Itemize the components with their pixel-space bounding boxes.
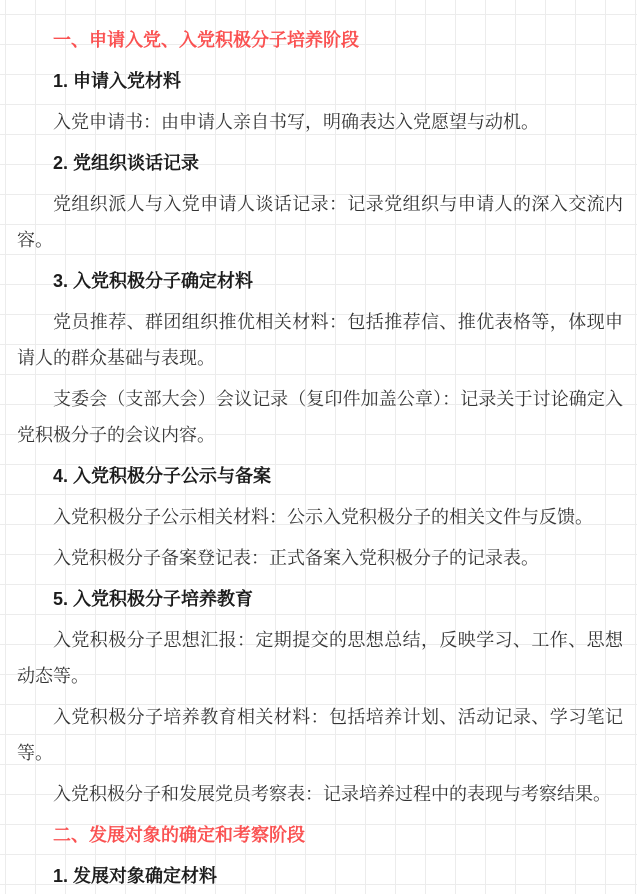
paragraph-thought-report: 入党积极分子思想汇报：定期提交的思想总结，反映学习、工作、思想动态等。 — [17, 630, 623, 686]
paragraph-meeting-minutes: 支委会（支部大会）会议记录（复印件加盖公章）：记录关于讨论确定入党积极分子的会议内容。 — [17, 389, 623, 445]
paragraph-publicity: 入党积极分子公示相关材料：公示入党积极分子的相关文件与反馈。 — [53, 507, 593, 527]
sub-heading-1-4: 4. 入党积极分子公示与备案 — [53, 466, 272, 486]
sub-heading-1-5: 5. 入党积极分子培养教育 — [53, 589, 254, 609]
paragraph-inspection-form: 入党积极分子和发展党员考察表：记录培养过程中的表现与考察结果。 — [53, 784, 611, 804]
sub-heading-1-1: 1. 申请入党材料 — [53, 71, 182, 91]
section-heading-2: 二、发展对象的确定和考察阶段 — [53, 825, 305, 845]
paragraph-training-material: 入党积极分子培养教育相关材料：包括培养计划、活动记录、学习笔记等。 — [17, 707, 623, 763]
paragraph-talk-record: 党组织派人与入党申请人谈话记录：记录党组织与申请人的深入交流内容。 — [17, 194, 623, 250]
paragraph-filing-form: 入党积极分子备案登记表：正式备案入党积极分子的记录表。 — [53, 548, 539, 568]
paragraph-recommendation: 党员推荐、群团组织推优相关材料：包括推荐信、推优表格等，体现申请人的群众基础与表现。 — [17, 312, 623, 368]
section-heading-1: 一、申请入党、入党积极分子培养阶段 — [53, 30, 359, 50]
paragraph-application-letter: 入党申请书：由申请人亲自书写，明确表达入党愿望与动机。 — [53, 112, 539, 132]
sub-heading-1-2: 2. 党组织谈话记录 — [53, 153, 200, 173]
sub-heading-2-1: 1. 发展对象确定材料 — [53, 866, 218, 886]
sub-heading-1-3: 3. 入党积极分子确定材料 — [53, 271, 254, 291]
